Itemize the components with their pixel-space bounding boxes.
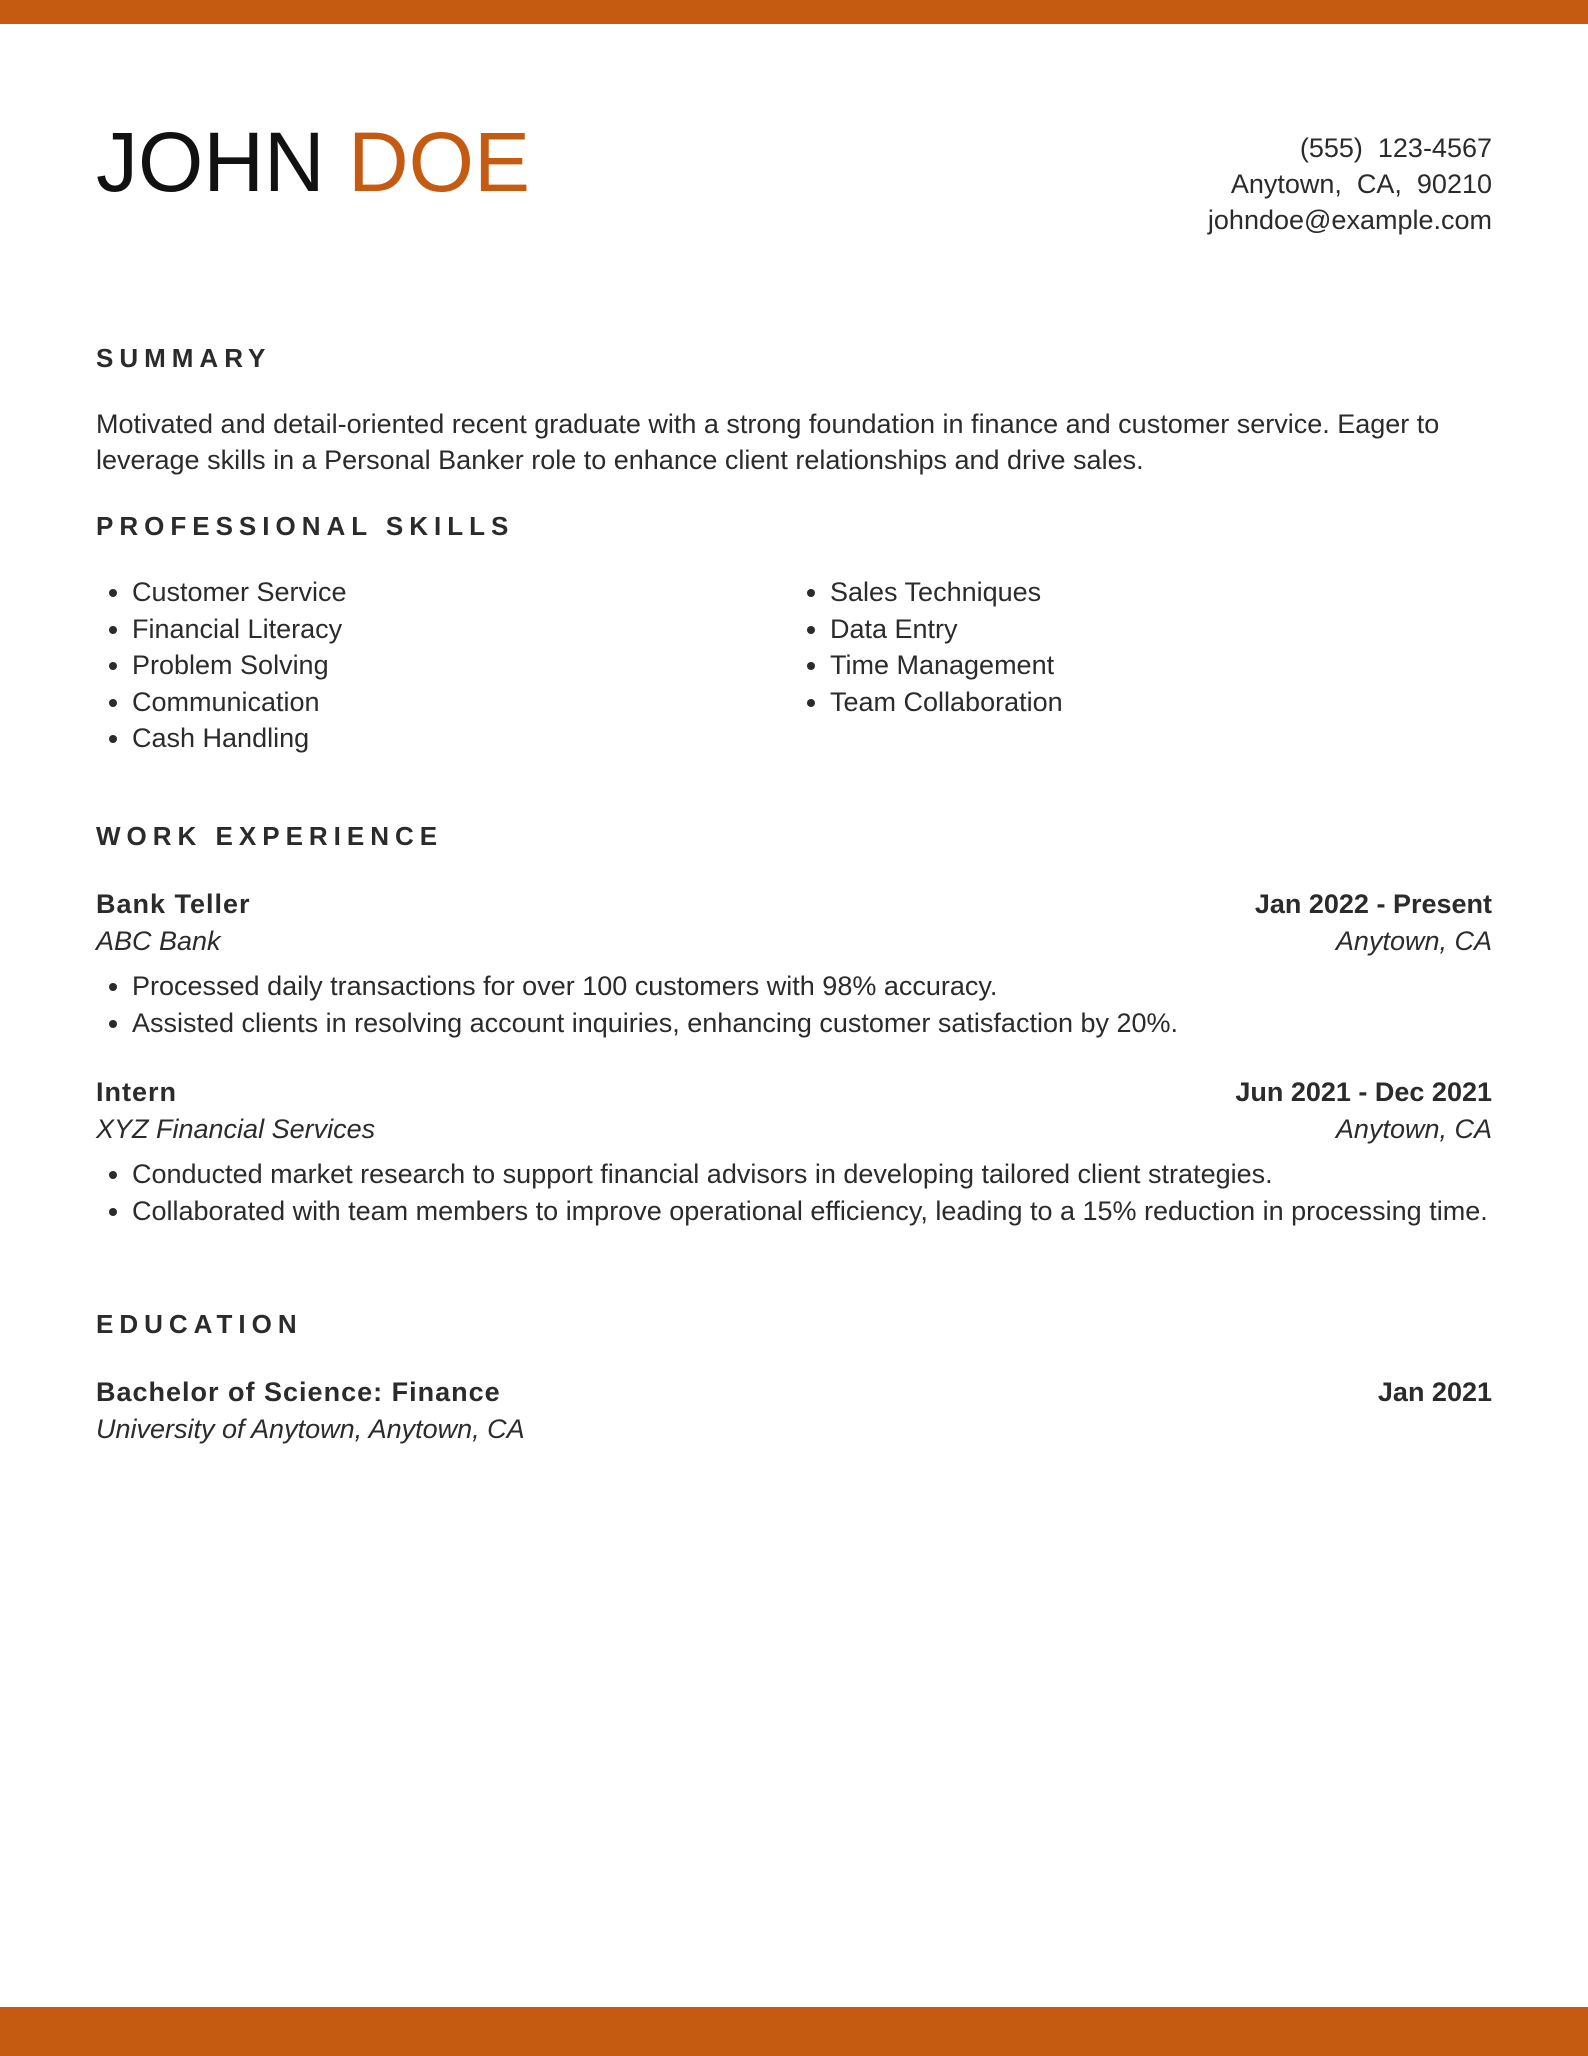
summary-text: Motivated and detail-oriented recent graduate with a strong foundation in finance and customer service. Eager to leverage skills in a Personal Banker role to enhance client relationships and drive sales.: [96, 409, 1440, 475]
contact-info: [1208, 130, 1492, 238]
skills-heading: PROFESSIONAL SKILLS: [96, 511, 515, 541]
job-bullets: [96, 1156, 1492, 1229]
skill-item: • Team Collaboration: [830, 684, 1454, 721]
job-company: ABC Bank: [96, 926, 221, 956]
school: University of Anytown, Anytown, CA: [96, 1414, 525, 1444]
job-bullets: [96, 968, 1492, 1041]
skill-item: • Time Management: [830, 647, 1454, 684]
resume-header: [96, 112, 1492, 252]
job-role: Bank Teller: [96, 889, 251, 919]
skills-column-right: [794, 574, 1454, 720]
email: johndoe@example.com: [1207, 205, 1492, 235]
job-bullet: • Assisted clients in resolving account inquiries, enhancing customer satisfaction by 20%.: [132, 1005, 1492, 1042]
job-bullet: • Processed daily transactions for over 100 customers with 98% accuracy.: [132, 968, 1492, 1005]
address: Anytown, CA, 90210: [1230, 169, 1492, 199]
job-location: Anytown, CA: [1335, 926, 1492, 956]
summary-heading: SUMMARY: [96, 343, 272, 373]
graduation-date: Jan 2021: [1377, 1377, 1492, 1407]
job-bullet: • Conducted market research to support financial advisors in developing tailored client strategies.: [132, 1156, 1492, 1193]
skill-item: • Data Entry: [830, 611, 1454, 648]
skill-item: • Cash Handling: [132, 720, 756, 757]
skill-item: • Communication: [132, 684, 756, 721]
first-name: JOHN: [96, 115, 325, 209]
bottom-accent-bar: [0, 2007, 1588, 2056]
job-location: Anytown, CA: [1335, 1114, 1492, 1144]
job-entry: [96, 1074, 1492, 1229]
skill-item: • Sales Techniques: [830, 574, 1454, 611]
skills-list-left: [96, 574, 756, 757]
job-bullet: • Collaborated with team members to improve operational efficiency, leading to a 15% reduction in processing time.: [132, 1193, 1492, 1230]
last-name: DOE: [348, 115, 531, 209]
skill-item: • Problem Solving: [132, 647, 756, 684]
candidate-name: [96, 112, 530, 212]
skill-item: • Financial Literacy: [132, 611, 756, 648]
job-dates: Jan 2022 - Present: [1254, 889, 1492, 919]
job-role: Intern: [96, 1077, 178, 1107]
education-entry: [96, 1374, 1492, 1448]
skills-column-left: [96, 574, 756, 757]
job-dates: Jun 2021 - Dec 2021: [1235, 1077, 1492, 1107]
education-heading: EDUCATION: [96, 1309, 303, 1339]
top-accent-bar: [0, 0, 1588, 24]
job-company: XYZ Financial Services: [96, 1114, 376, 1144]
skill-item: • Customer Service: [132, 574, 756, 611]
job-entry: [96, 886, 1492, 1041]
phone: (555) 123-4567: [1299, 133, 1492, 163]
experience-heading: WORK EXPERIENCE: [96, 821, 444, 851]
skills-list-right: [794, 574, 1454, 720]
degree: Bachelor of Science: Finance: [96, 1377, 501, 1407]
